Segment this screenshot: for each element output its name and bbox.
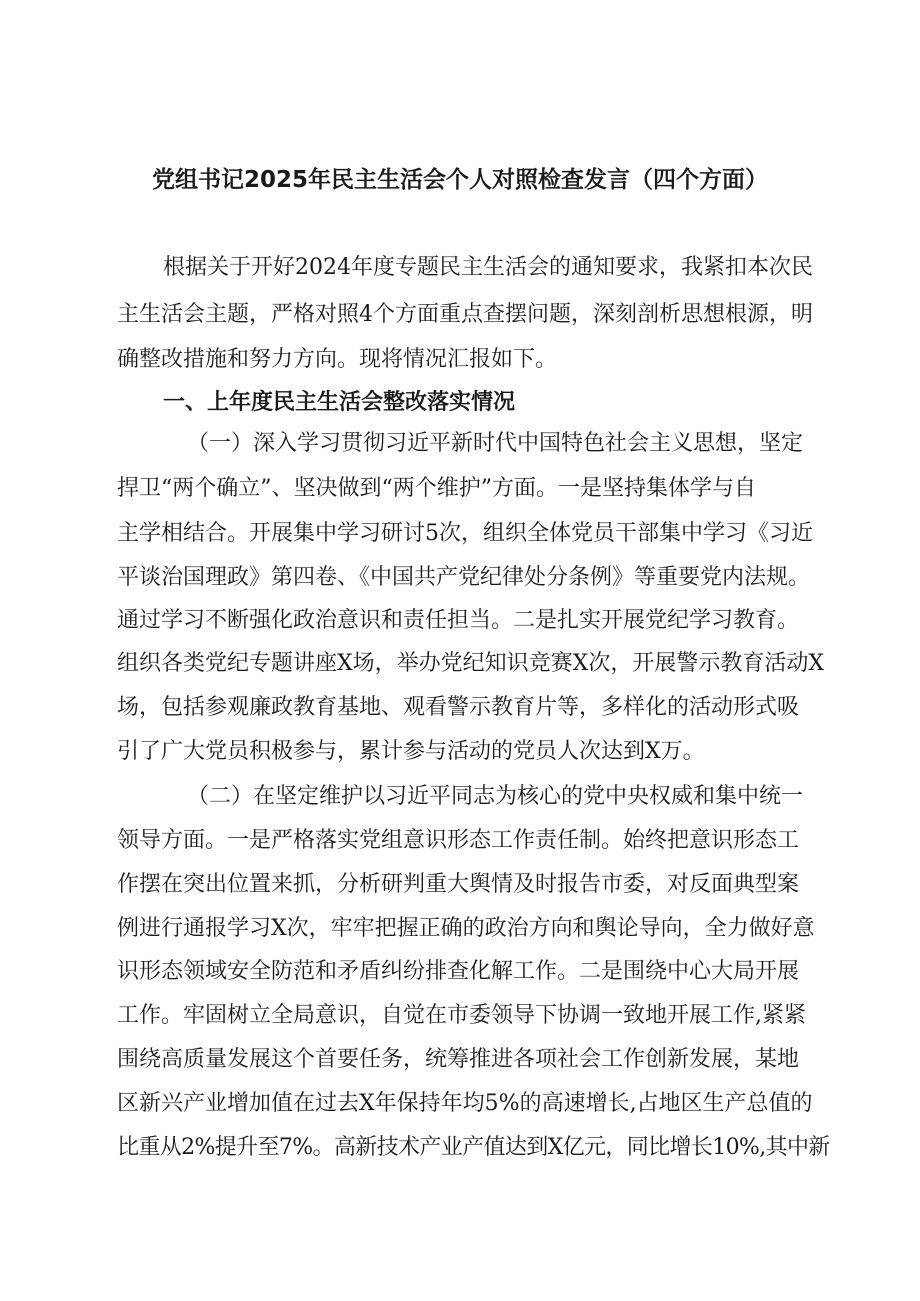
para1-line: 捍卫“两个确立”、坚决做到“两个维护”方面。一是坚持集体学与自 <box>117 476 756 501</box>
para1-line: 引了广大党员积极参与，累计参与活动的党员人次达到X万。 <box>117 739 705 764</box>
para1-line: 场，包括参观廉政教育基地、观看警示教育片等，多样化的活动形式吸 <box>117 695 800 720</box>
para2-line: 围绕高质量发展这个首要任务，统筹推进各项社会工作创新发展，某地 <box>117 1047 800 1072</box>
para2-line: 作摆在突出位置来抓，分析研判重大舆情及时报告市委，对反面典型案 <box>117 872 800 897</box>
para2-line: 比重从2%提升至7%。高新技术产业产值达到X亿元，同比增长10%,其中新 <box>117 1135 830 1160</box>
para2-line: 工作。牢固树立全局意识，自觉在市委领导下协调一致地开展工作,紧紧 <box>117 1003 806 1028</box>
para1-line: 通过学习不断强化政治意识和责任担当。二是扎实开展党纪学习教育。 <box>117 608 800 633</box>
para1-line: 组织各类党纪专题讲座X场，举办党纪知识竞赛X次，开展警示教育活动X <box>117 651 824 676</box>
para1-line: （一）深入学习贯彻习近平新时代中国特色社会主义思想，坚定 <box>187 431 804 456</box>
para2-line: 区新兴产业增加值在过去X年保持年均5%的高速增长,占地区生产总值的 <box>117 1091 813 1116</box>
intro-line: 根据关于开好2024年度专题民主生活会的通知要求，我紧扣本次民 <box>163 255 813 280</box>
para2-line: （二）在坚定维护以习近平同志为核心的党中央权威和集中统一 <box>187 784 804 809</box>
para2-line: 识形态领域安全防范和矛盾纠纷排查化解工作。二是围绕中心大局开展 <box>117 959 800 984</box>
intro-line: 主生活会主题，严格对照4个方面重点查摆问题，深刻剖析思想根源，明 <box>117 302 813 327</box>
section-heading: 一、上年度民主生活会整改落实情况 <box>163 390 516 415</box>
para2-line: 领导方面。一是严格落实党组意识形态工作责任制。始终把意识形态工 <box>117 828 800 853</box>
para2-line: 例进行通报学习X次，牢牢把握正确的政治方向和舆论导向，全力做好意 <box>117 916 815 941</box>
document-title: 党组书记2025年民主生活会个人对照检查发言（四个方面） <box>151 167 768 193</box>
para1-line: 主学相结合。开展集中学习研讨5次，组织全体党员干部集中学习《习近 <box>117 521 813 546</box>
para1-line: 平谈治国理政》第四卷、《中国共产党纪律处分条例》等重要党内法规。 <box>117 565 811 590</box>
intro-line: 确整改措施和努力方向。现将情况汇报如下。 <box>117 347 558 372</box>
